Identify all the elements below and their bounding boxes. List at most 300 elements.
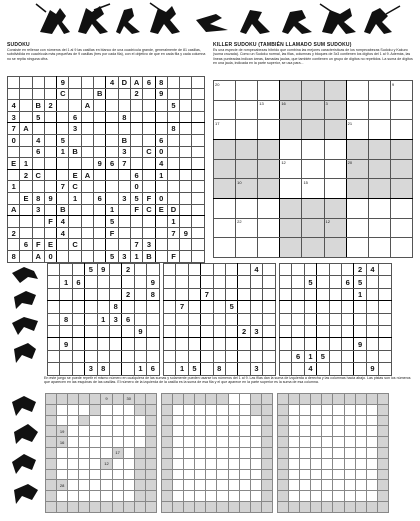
- hex-sudoku-cell[interactable]: 4: [106, 77, 118, 89]
- hex-sudoku-cell[interactable]: [167, 158, 179, 170]
- kakuro-cell[interactable]: [184, 415, 195, 426]
- kakuro-cell[interactable]: [300, 480, 311, 491]
- hex-sudoku-cell[interactable]: [94, 134, 106, 146]
- killer-sudoku-cell[interactable]: 13: [258, 100, 280, 120]
- hex-sudoku-cell[interactable]: [81, 239, 93, 251]
- kakuro-cell[interactable]: [322, 491, 333, 502]
- standard-sudoku-cell[interactable]: 3: [85, 363, 97, 375]
- standard-sudoku-cell[interactable]: [60, 264, 72, 276]
- standard-sudoku-cell[interactable]: 9: [366, 363, 378, 375]
- kakuro-cell[interactable]: [162, 447, 173, 458]
- standard-sudoku-cell[interactable]: [134, 313, 146, 325]
- standard-sudoku-cell[interactable]: 8: [147, 288, 159, 300]
- standard-sudoku-cell[interactable]: [263, 276, 275, 288]
- standard-sudoku-cell[interactable]: [317, 264, 329, 276]
- kakuro-cell[interactable]: [377, 501, 388, 512]
- hex-sudoku-cell[interactable]: [106, 100, 118, 112]
- kakuro-cell[interactable]: [355, 426, 366, 437]
- kakuro-cell[interactable]: [250, 491, 261, 502]
- hex-sudoku-cell[interactable]: [143, 100, 155, 112]
- hex-sudoku-cell[interactable]: [20, 227, 32, 239]
- hex-sudoku-cell[interactable]: [81, 216, 93, 228]
- kakuro-cell[interactable]: [46, 491, 57, 502]
- killer-sudoku-cell[interactable]: [214, 198, 236, 218]
- hex-sudoku-cell[interactable]: [8, 169, 20, 181]
- hex-sudoku-cell[interactable]: [192, 111, 205, 123]
- standard-sudoku-cell[interactable]: [317, 325, 329, 337]
- kakuro-cell[interactable]: [311, 426, 322, 437]
- hex-sudoku-cell[interactable]: [20, 77, 32, 89]
- standard-sudoku-cell[interactable]: [164, 325, 176, 337]
- kakuro-cell[interactable]: [46, 469, 57, 480]
- hex-sudoku-cell[interactable]: [32, 227, 44, 239]
- standard-sudoku-cell[interactable]: [354, 350, 366, 362]
- kakuro-cell[interactable]: [162, 491, 173, 502]
- kakuro-cell[interactable]: [79, 437, 90, 448]
- hex-sudoku-cell[interactable]: E: [44, 239, 56, 251]
- killer-sudoku-cell[interactable]: [258, 81, 280, 101]
- hex-sudoku-cell[interactable]: [81, 77, 93, 89]
- kakuro-cell[interactable]: [134, 458, 145, 469]
- kakuro-cell[interactable]: [173, 437, 184, 448]
- kakuro-cell[interactable]: [46, 415, 57, 426]
- standard-sudoku-cell[interactable]: [48, 301, 60, 313]
- hex-sudoku-cell[interactable]: [130, 158, 142, 170]
- kakuro-cell[interactable]: [112, 458, 123, 469]
- standard-sudoku-cell[interactable]: [329, 363, 341, 375]
- standard-sudoku-cell[interactable]: [72, 301, 84, 313]
- kakuro-cell[interactable]: [68, 437, 79, 448]
- kakuro-cell[interactable]: [46, 480, 57, 491]
- kakuro-cell[interactable]: 28: [57, 480, 68, 491]
- hex-sudoku-cell[interactable]: B: [57, 204, 69, 216]
- kakuro-cell[interactable]: [228, 394, 239, 405]
- standard-sudoku-cell[interactable]: [354, 363, 366, 375]
- kakuro-cell[interactable]: [184, 426, 195, 437]
- killer-sudoku-cell[interactable]: [280, 179, 302, 199]
- hex-sudoku-cell[interactable]: 8: [118, 111, 130, 123]
- standard-sudoku-cell[interactable]: [201, 276, 213, 288]
- hex-sudoku-cell[interactable]: [32, 216, 44, 228]
- standard-sudoku-cell[interactable]: [201, 313, 213, 325]
- kakuro-cell[interactable]: [278, 491, 289, 502]
- kakuro-cell[interactable]: [145, 469, 156, 480]
- hex-sudoku-cell[interactable]: [118, 88, 130, 100]
- kakuro-cell[interactable]: [112, 426, 123, 437]
- hex-sudoku-cell[interactable]: [167, 134, 179, 146]
- standard-sudoku-cell[interactable]: 1: [134, 363, 146, 375]
- hex-sudoku-cell[interactable]: C: [32, 169, 44, 181]
- kakuro-cell[interactable]: [261, 458, 272, 469]
- kakuro-cell[interactable]: [278, 415, 289, 426]
- standard-sudoku-cell[interactable]: [329, 325, 341, 337]
- hex-sudoku-cell[interactable]: [106, 111, 118, 123]
- standard-sudoku-cell[interactable]: [97, 301, 109, 313]
- standard-sudoku-cell[interactable]: [85, 301, 97, 313]
- standard-sudoku-cell[interactable]: [164, 350, 176, 362]
- hex-sudoku-cell[interactable]: [94, 227, 106, 239]
- standard-sudoku-cell[interactable]: 5: [317, 350, 329, 362]
- standard-sudoku-cell[interactable]: [292, 288, 304, 300]
- kakuro-cell[interactable]: [278, 404, 289, 415]
- hex-sudoku-cell[interactable]: [94, 250, 106, 262]
- kakuro-cell[interactable]: [68, 415, 79, 426]
- kakuro-cell[interactable]: [344, 447, 355, 458]
- standard-sudoku-cell[interactable]: 3: [109, 313, 121, 325]
- standard-sudoku-cell[interactable]: 5: [188, 363, 200, 375]
- kakuro-cell[interactable]: [366, 501, 377, 512]
- killer-sudoku-cell[interactable]: [258, 139, 280, 159]
- hex-sudoku-cell[interactable]: [106, 181, 118, 193]
- killer-sudoku-cell[interactable]: [258, 218, 280, 238]
- kakuro-cell[interactable]: [355, 437, 366, 448]
- kakuro-cell[interactable]: [322, 426, 333, 437]
- standard-sudoku-cell[interactable]: [341, 338, 353, 350]
- hex-sudoku-cell[interactable]: [8, 146, 20, 158]
- standard-sudoku-cell[interactable]: 9: [147, 276, 159, 288]
- standard-sudoku-cell[interactable]: 6: [72, 276, 84, 288]
- killer-sudoku-cell[interactable]: [390, 198, 412, 218]
- hex-sudoku-cell[interactable]: [180, 77, 192, 89]
- killer-sudoku-cell[interactable]: [280, 238, 302, 258]
- kakuro-cell[interactable]: [239, 491, 250, 502]
- hex-sudoku-cell[interactable]: 0: [8, 134, 20, 146]
- kakuro-cell[interactable]: [134, 480, 145, 491]
- killer-sudoku-cell[interactable]: [346, 218, 368, 238]
- kakuro-cell[interactable]: [250, 404, 261, 415]
- kakuro-cell[interactable]: [134, 437, 145, 448]
- hex-sudoku-cell[interactable]: [155, 250, 167, 262]
- hex-sudoku-cell[interactable]: [8, 77, 20, 89]
- hex-sudoku-cell[interactable]: 7: [57, 181, 69, 193]
- hex-sudoku-cell[interactable]: [8, 88, 20, 100]
- standard-sudoku-cell[interactable]: [60, 288, 72, 300]
- hex-sudoku-cell[interactable]: 2: [20, 169, 32, 181]
- hex-sudoku-cell[interactable]: 6: [69, 111, 81, 123]
- standard-sudoku-cell[interactable]: [176, 338, 188, 350]
- hex-sudoku-cell[interactable]: [44, 158, 56, 170]
- hex-sudoku-cell[interactable]: [57, 111, 69, 123]
- kakuro-cell[interactable]: [112, 394, 123, 405]
- kakuro-cell[interactable]: [184, 447, 195, 458]
- hex-sudoku-cell[interactable]: [118, 216, 130, 228]
- killer-sudoku-cell[interactable]: [214, 100, 236, 120]
- kakuro-cell[interactable]: [173, 458, 184, 469]
- killer-sudoku-cell[interactable]: [368, 179, 390, 199]
- killer-sudoku-cell[interactable]: [346, 81, 368, 101]
- hex-sudoku-cell[interactable]: 6: [20, 239, 32, 251]
- kakuro-cell[interactable]: [112, 491, 123, 502]
- killer-sudoku-cell[interactable]: [368, 139, 390, 159]
- standard-sudoku-cell[interactable]: [134, 276, 146, 288]
- standard-sudoku-cell[interactable]: [379, 350, 391, 362]
- kakuro-cell[interactable]: [322, 469, 333, 480]
- standard-sudoku-cell[interactable]: [48, 350, 60, 362]
- hex-sudoku-cell[interactable]: 6: [130, 169, 142, 181]
- kakuro-cell[interactable]: [250, 426, 261, 437]
- kakuro-cell[interactable]: [162, 480, 173, 491]
- kakuro-cell[interactable]: [377, 458, 388, 469]
- hex-sudoku-cell[interactable]: A: [8, 204, 20, 216]
- standard-sudoku-cell[interactable]: [201, 350, 213, 362]
- kakuro-cell[interactable]: [123, 447, 134, 458]
- kakuro-cell[interactable]: [344, 501, 355, 512]
- standard-sudoku-cell[interactable]: [317, 288, 329, 300]
- hex-sudoku-cell[interactable]: [94, 181, 106, 193]
- hex-sudoku-cell[interactable]: [130, 111, 142, 123]
- kakuro-cell[interactable]: [366, 458, 377, 469]
- standard-sudoku-cell[interactable]: [85, 325, 97, 337]
- killer-sudoku-cell[interactable]: [346, 198, 368, 218]
- standard-sudoku-cell[interactable]: [48, 276, 60, 288]
- kakuro-cell[interactable]: [261, 415, 272, 426]
- standard-sudoku-cell[interactable]: [109, 338, 121, 350]
- kakuro-cell[interactable]: [239, 480, 250, 491]
- standard-sudoku-cell[interactable]: [292, 325, 304, 337]
- kakuro-cell[interactable]: [79, 415, 90, 426]
- kakuro-cell[interactable]: [300, 415, 311, 426]
- hex-sudoku-cell[interactable]: [44, 181, 56, 193]
- standard-sudoku-cell[interactable]: 8: [60, 313, 72, 325]
- kakuro-cell[interactable]: [322, 501, 333, 512]
- killer-sudoku-cell[interactable]: [390, 139, 412, 159]
- hex-sudoku-cell[interactable]: [20, 100, 32, 112]
- standard-sudoku-cell[interactable]: [341, 313, 353, 325]
- hex-sudoku-cell[interactable]: 5: [32, 111, 44, 123]
- standard-sudoku-cell[interactable]: [250, 350, 262, 362]
- killer-sudoku-cell[interactable]: [390, 238, 412, 258]
- standard-sudoku-cell[interactable]: [72, 288, 84, 300]
- hex-sudoku-cell[interactable]: [192, 227, 205, 239]
- hex-sudoku-cell[interactable]: 1: [106, 204, 118, 216]
- hex-sudoku-cell[interactable]: [94, 123, 106, 135]
- hex-sudoku-cell[interactable]: 6: [143, 77, 155, 89]
- hex-sudoku-cell[interactable]: [143, 216, 155, 228]
- kakuro-cell[interactable]: [333, 469, 344, 480]
- kakuro-cell[interactable]: [195, 437, 206, 448]
- hex-sudoku-cell[interactable]: 4: [32, 134, 44, 146]
- kakuro-cell[interactable]: [311, 480, 322, 491]
- hex-sudoku-cell[interactable]: [32, 123, 44, 135]
- killer-sudoku-cell[interactable]: [236, 120, 258, 140]
- hex-sudoku-cell[interactable]: [57, 100, 69, 112]
- standard-sudoku-cell[interactable]: 5: [85, 264, 97, 276]
- killer-sudoku-cell[interactable]: 20: [214, 81, 236, 101]
- kakuro-cell[interactable]: [355, 404, 366, 415]
- kakuro-cell[interactable]: [311, 491, 322, 502]
- kakuro-cell[interactable]: [206, 491, 217, 502]
- kakuro-cell[interactable]: [344, 426, 355, 437]
- standard-sudoku-cell[interactable]: [379, 264, 391, 276]
- kakuro-cell[interactable]: [57, 501, 68, 512]
- standard-sudoku-cell[interactable]: [280, 288, 292, 300]
- standard-sudoku-cell[interactable]: [122, 276, 134, 288]
- hex-sudoku-cell[interactable]: [8, 192, 20, 204]
- hex-sudoku-cell[interactable]: [81, 250, 93, 262]
- kakuro-cell[interactable]: [57, 469, 68, 480]
- kakuro-cell[interactable]: [184, 480, 195, 491]
- hex-sudoku-cell[interactable]: C: [69, 239, 81, 251]
- hex-sudoku-cell[interactable]: [118, 181, 130, 193]
- standard-sudoku-cell[interactable]: [329, 338, 341, 350]
- hex-sudoku-cell[interactable]: [192, 123, 205, 135]
- standard-sudoku-cell[interactable]: [379, 363, 391, 375]
- kakuro-cell[interactable]: [322, 437, 333, 448]
- kakuro-cell[interactable]: [322, 394, 333, 405]
- hex-sudoku-cell[interactable]: F: [167, 250, 179, 262]
- standard-sudoku-cell[interactable]: [280, 363, 292, 375]
- kakuro-cell[interactable]: [289, 415, 300, 426]
- kakuro-cell[interactable]: [145, 415, 156, 426]
- kakuro-cell[interactable]: [134, 501, 145, 512]
- hex-sudoku-cell[interactable]: [180, 100, 192, 112]
- standard-sudoku-cell[interactable]: [176, 276, 188, 288]
- kakuro-cell[interactable]: [217, 491, 228, 502]
- kakuro-cell[interactable]: [217, 415, 228, 426]
- standard-sudoku-cell[interactable]: [213, 276, 225, 288]
- standard-sudoku-cell[interactable]: [280, 338, 292, 350]
- hex-sudoku-cell[interactable]: 2: [44, 100, 56, 112]
- kakuro-cell[interactable]: [46, 458, 57, 469]
- kakuro-cell[interactable]: [261, 426, 272, 437]
- hex-sudoku-cell[interactable]: 3: [118, 146, 130, 158]
- hex-sudoku-cell[interactable]: [81, 227, 93, 239]
- kakuro-cell[interactable]: [333, 394, 344, 405]
- kakuro-cell[interactable]: [173, 491, 184, 502]
- hex-sudoku-cell[interactable]: [130, 146, 142, 158]
- hex-sudoku-cell[interactable]: [94, 100, 106, 112]
- hex-sudoku-cell[interactable]: [69, 77, 81, 89]
- standard-sudoku-cell[interactable]: [341, 264, 353, 276]
- standard-sudoku-cell[interactable]: [213, 301, 225, 313]
- hex-sudoku-cell[interactable]: 9: [94, 158, 106, 170]
- standard-sudoku-cell[interactable]: [292, 313, 304, 325]
- hex-sudoku-cell[interactable]: [180, 146, 192, 158]
- kakuro-cell[interactable]: [311, 437, 322, 448]
- kakuro-cell[interactable]: [101, 469, 112, 480]
- kakuro-cell[interactable]: [195, 426, 206, 437]
- kakuro-cell[interactable]: [101, 447, 112, 458]
- standard-sudoku-cell[interactable]: [263, 363, 275, 375]
- hex-sudoku-cell[interactable]: [44, 123, 56, 135]
- kakuro-cell[interactable]: [355, 469, 366, 480]
- kakuro-cell[interactable]: [162, 415, 173, 426]
- standard-sudoku-cell[interactable]: [201, 301, 213, 313]
- kakuro-cell[interactable]: [311, 447, 322, 458]
- standard-sudoku-cell[interactable]: [280, 325, 292, 337]
- kakuro-cell[interactable]: [377, 394, 388, 405]
- standard-sudoku-cell[interactable]: [263, 313, 275, 325]
- kakuro-cell[interactable]: [68, 458, 79, 469]
- hex-sudoku-cell[interactable]: 3: [143, 239, 155, 251]
- hex-sudoku-cell[interactable]: 6: [155, 134, 167, 146]
- hex-sudoku-cell[interactable]: 0: [155, 192, 167, 204]
- standard-sudoku-cell[interactable]: [317, 313, 329, 325]
- kakuro-cell[interactable]: [366, 404, 377, 415]
- standard-sudoku-cell[interactable]: [176, 313, 188, 325]
- kakuro-cell[interactable]: [239, 447, 250, 458]
- standard-sudoku-cell[interactable]: [250, 276, 262, 288]
- kakuro-cell[interactable]: [250, 469, 261, 480]
- kakuro-cell[interactable]: [377, 437, 388, 448]
- standard-sudoku-cell[interactable]: 1: [176, 363, 188, 375]
- kakuro-cell[interactable]: [57, 404, 68, 415]
- standard-sudoku-cell[interactable]: [213, 264, 225, 276]
- standard-sudoku-cell[interactable]: [188, 276, 200, 288]
- killer-sudoku-cell[interactable]: [302, 198, 324, 218]
- kakuro-puzzle-1[interactable]: [45, 393, 157, 513]
- standard-sudoku-cell[interactable]: [250, 288, 262, 300]
- kakuro-cell[interactable]: 12: [101, 458, 112, 469]
- kakuro-cell[interactable]: [311, 458, 322, 469]
- hex-sudoku-cell[interactable]: 4: [57, 216, 69, 228]
- standard-sudoku-cell[interactable]: [366, 276, 378, 288]
- standard-sudoku-cell[interactable]: [188, 325, 200, 337]
- standard-sudoku-cell[interactable]: [48, 313, 60, 325]
- standard-sudoku-cell[interactable]: 6: [147, 363, 159, 375]
- kakuro-cell[interactable]: [134, 469, 145, 480]
- kakuro-cell[interactable]: [366, 437, 377, 448]
- hex-sudoku-cell[interactable]: D: [118, 77, 130, 89]
- kakuro-puzzle-3[interactable]: [277, 393, 389, 513]
- kakuro-cell[interactable]: [333, 426, 344, 437]
- hex-sudoku-cell[interactable]: [130, 134, 142, 146]
- hex-sudoku-cell[interactable]: [32, 88, 44, 100]
- killer-sudoku-cell[interactable]: [324, 179, 346, 199]
- hex-sudoku-cell[interactable]: 5: [57, 134, 69, 146]
- killer-sudoku-grid[interactable]: [213, 80, 413, 258]
- standard-sudoku-cell[interactable]: [122, 350, 134, 362]
- standard-sudoku-cell[interactable]: [72, 325, 84, 337]
- killer-sudoku-cell[interactable]: [302, 100, 324, 120]
- standard-sudoku-cell[interactable]: [329, 301, 341, 313]
- kakuro-cell[interactable]: [311, 469, 322, 480]
- kakuro-cell[interactable]: [68, 480, 79, 491]
- kakuro-cell[interactable]: [289, 404, 300, 415]
- killer-sudoku-cell[interactable]: [280, 198, 302, 218]
- standard-sudoku-cell[interactable]: [225, 350, 237, 362]
- standard-sudoku-cell[interactable]: 1: [304, 350, 316, 362]
- kakuro-cell[interactable]: [261, 491, 272, 502]
- hex-sudoku-cell[interactable]: A: [81, 169, 93, 181]
- hex-sudoku-cell[interactable]: [155, 227, 167, 239]
- kakuro-cell[interactable]: [300, 469, 311, 480]
- hex-sudoku-cell[interactable]: E: [69, 169, 81, 181]
- standard-sudoku-cell[interactable]: [238, 363, 250, 375]
- kakuro-cell[interactable]: [101, 501, 112, 512]
- kakuro-cell[interactable]: [322, 415, 333, 426]
- hex-sudoku-cell[interactable]: [155, 239, 167, 251]
- standard-sudoku-cell[interactable]: [329, 313, 341, 325]
- kakuro-cell[interactable]: [278, 480, 289, 491]
- hex-sudoku-cell[interactable]: 1: [57, 146, 69, 158]
- kakuro-cell[interactable]: 17: [112, 447, 123, 458]
- kakuro-cell[interactable]: [289, 426, 300, 437]
- kakuro-cell[interactable]: [228, 469, 239, 480]
- hex-sudoku-cell[interactable]: C: [143, 146, 155, 158]
- standard-sudoku-cell[interactable]: [379, 288, 391, 300]
- kakuro-cell[interactable]: [90, 491, 101, 502]
- kakuro-cell[interactable]: [145, 458, 156, 469]
- hex-sudoku-cell[interactable]: [32, 158, 44, 170]
- hex-sudoku-cell[interactable]: 9: [57, 77, 69, 89]
- hex-sudoku-cell[interactable]: 3: [69, 123, 81, 135]
- hex-sudoku-cell[interactable]: [81, 204, 93, 216]
- kakuro-cell[interactable]: [173, 394, 184, 405]
- hex-sudoku-cell[interactable]: [180, 181, 192, 193]
- kakuro-cell[interactable]: [46, 437, 57, 448]
- hex-sudoku-cell[interactable]: [118, 239, 130, 251]
